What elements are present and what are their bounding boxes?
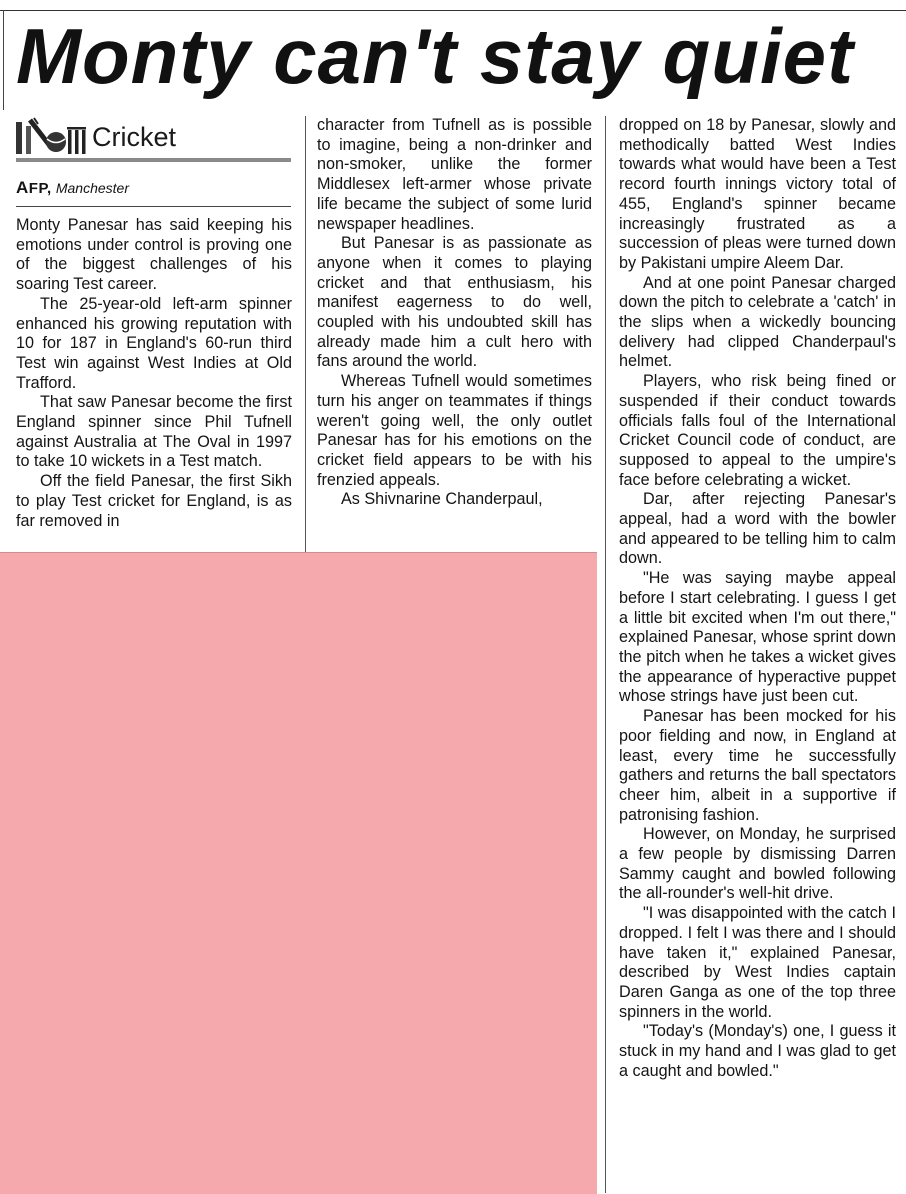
paragraph: Dar, after rejecting Panesar's appeal, had a word with the bowler and appeared to be telling him to calm down. [619, 490, 896, 568]
left-rule [3, 10, 4, 110]
headline: Monty can't stay quiet [16, 12, 854, 100]
paragraph: Whereas Tufnell would sometimes turn his anger on teammates if things weren't going well, the only outlet Panesar has for his emotions on the cricket field appears to be with his frenzied appeals. [317, 372, 592, 489]
paragraph: Monty Panesar has said keeping his emotions under control is proving one of the biggest challenges of his soaring Test career. [16, 216, 292, 294]
column-divider [605, 116, 606, 1193]
byline-agency-rest: FP, [28, 180, 52, 197]
paragraph: And at one point Panesar charged down the pitch to celebrate a 'catch' in the slips when a wickedly bouncing delivery had clipped Chanderpaul's helmet. [619, 273, 896, 371]
byline-agency [16, 180, 52, 197]
paragraph: character from Tufnell as is possible to imagine, being a non-drinker and non-smoker, unlike the former Middlesex left-armer whose private life became the subject of some lurid newspaper headlines. [317, 116, 592, 233]
paragraph: Players, who risk being fined or suspended if their conduct towards officials falls foul of the International Cricket Council code of conduct, are supposed to appeal to the umpire's face before celebrating a wicket. [619, 372, 896, 489]
paragraph: Panesar has been mocked for his poor fielding and now, in England at least, every time he successfully gathers and returns the ball spectators cheer him, albeit in a supportive if patronising fashion. [619, 707, 896, 824]
paragraph: "He was saying maybe appeal before I start celebrating. I guess I get a little bit excited when I'm out there," explained Panesar, whose sprint down the pitch when he takes a wicket gives the appearance of hyperactive puppet whose strings have just been cut. [619, 569, 896, 706]
column-divider [305, 116, 306, 553]
article-column-1 [16, 216, 292, 550]
byline-location: Manchester [55, 180, 130, 196]
section-name: Cricket [92, 122, 177, 152]
section-header [16, 114, 291, 162]
paragraph: That saw Panesar become the first England spinner since Phil Tufnell against Australia at The Oval in 1997 to take 10 wickets in a Test match. [16, 393, 292, 471]
byline-agency-initial: A [16, 178, 29, 197]
paragraph: As Shivnarine Chanderpaul, [341, 490, 543, 509]
paragraph: dropped on 18 by Panesar, slowly and methodically batted West Indies towards what would have been a Test record fourth innings victory total of 455, England's spinner became increasingly frustrated as a succession of pleas were turned down by Pakistani umpire Aleem Dar. [619, 116, 896, 272]
paragraph: However, on Monday, he surprised a few people by dismissing Darren Sammy caught and bowled following the all-rounder's well-hit drive. [619, 825, 896, 903]
paragraph: But Panesar is as passionate as anyone when it comes to playing cricket and that enthusiasm, his manifest eagerness to do well, coupled with his undoubted skill has already made him a cult hero with fans around the world. [317, 234, 592, 371]
redacted-image-block [0, 552, 597, 1194]
paragraph: "I was disappointed with the catch I dropped. I felt I was there and I should have taken it," explained Panesar, described by West Indies captain Daren Ganga as one of the top three spinners in the world. [619, 904, 896, 1021]
article-column-3 [619, 116, 896, 1174]
paragraph: "Today's (Monday's) one, I guess it stuck in my hand and I was glad to get a caught and bowled." [619, 1022, 896, 1080]
paragraph: Off the field Panesar, the first Sikh to play Test cricket for England, is as far removed in [16, 472, 292, 530]
article-column-2 [317, 116, 592, 550]
byline [16, 176, 291, 207]
cricket-bat-ball-stumps-icon [16, 116, 88, 154]
paragraph: The 25-year-old left-arm spinner enhanced his growing reputation with 10 for 187 in England's 60-run third Test win against West Indies at Old Trafford. [16, 294, 292, 392]
